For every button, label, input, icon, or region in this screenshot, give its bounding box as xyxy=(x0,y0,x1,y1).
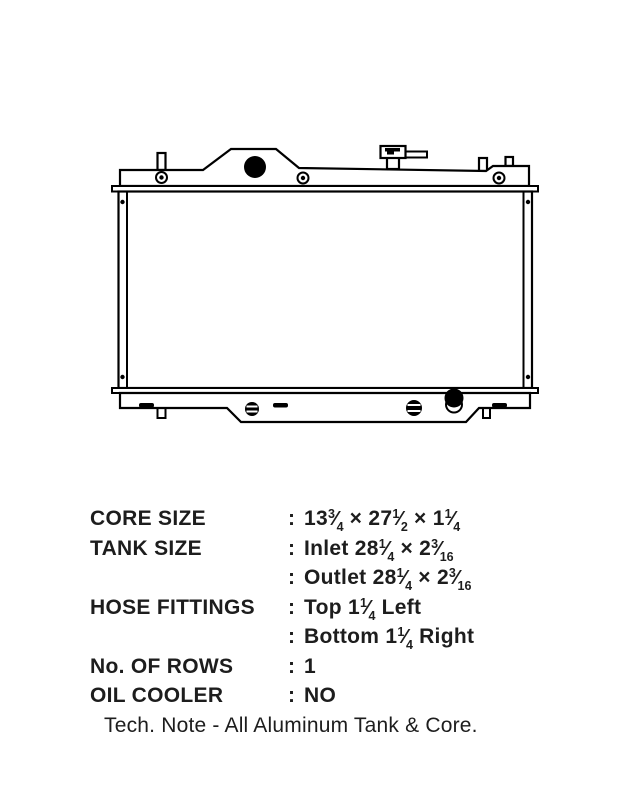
spec-label: HOSE FITTINGS xyxy=(90,595,255,619)
cap-opening xyxy=(244,156,266,178)
spec-label: TANK SIZE xyxy=(90,536,202,560)
spec-label: OIL COOLER xyxy=(90,684,224,707)
spec-value: 1 xyxy=(304,654,316,678)
drain-screw-left xyxy=(245,402,259,416)
mounting-bolt-center xyxy=(298,173,309,184)
spec-colon: : xyxy=(288,595,296,619)
spec-value: Bottom $1^1⁄_4$ Right xyxy=(304,625,475,652)
spec-row xyxy=(90,622,610,652)
spec-colon: : xyxy=(288,684,296,707)
spec-row xyxy=(90,504,610,534)
spec-label xyxy=(90,563,288,593)
mounting-bolt-left xyxy=(156,172,167,183)
top-bracket-tab-left xyxy=(158,153,166,170)
bottom-bracket-tab-left xyxy=(158,408,166,418)
fraction: $^3⁄_{16}$ xyxy=(431,536,454,564)
fraction: $^1⁄_4$ xyxy=(397,625,413,652)
spec-row xyxy=(90,652,610,682)
top-bracket-tab-right-2 xyxy=(506,157,514,166)
spec-colon: : xyxy=(288,566,296,589)
spec-colon: : xyxy=(288,654,296,678)
drain-screw-right xyxy=(406,400,422,416)
spec-colon: : xyxy=(288,625,296,648)
fraction: $^3⁄_{16}$ xyxy=(448,566,472,593)
spec-row xyxy=(90,681,610,711)
spec-value: $13^3⁄_4$ × $27^1⁄_2$ × $1^1⁄_4$ xyxy=(304,507,461,534)
mounting-bolt-right xyxy=(494,173,505,184)
spec-row xyxy=(90,563,610,593)
core xyxy=(119,192,533,389)
fraction: $^1⁄_4$ xyxy=(444,507,461,534)
overflow-tube xyxy=(405,152,427,158)
fraction: $^1⁄_4$ xyxy=(396,566,413,593)
spec-value: Inlet $28^1⁄_4$ × $2^3⁄_{16}$ xyxy=(304,536,454,564)
fraction: $^1⁄_4$ xyxy=(359,595,376,623)
spec-value: Outlet $28^1⁄_4$ × $2^3⁄_{16}$ xyxy=(304,566,472,593)
spec-table xyxy=(90,504,610,711)
spec-row xyxy=(90,593,610,623)
tech-note: Tech. Note - All Aluminum Tank & Core. xyxy=(104,714,478,737)
bottom-bracket-tab-right xyxy=(483,408,490,418)
spec-colon: : xyxy=(288,507,296,530)
fraction: $^3⁄_4$ xyxy=(327,507,344,534)
fraction: $^1⁄_4$ xyxy=(378,536,395,564)
fraction: $^1⁄_2$ xyxy=(392,507,408,534)
spec-label: No. OF ROWS xyxy=(90,654,234,678)
spec-label xyxy=(90,622,288,652)
top-tank xyxy=(120,149,529,186)
spec-value: NO xyxy=(304,684,337,707)
spec-row xyxy=(90,534,610,564)
drain-outlet xyxy=(445,389,464,413)
spec-value: Top $1^1⁄_4$ Left xyxy=(304,595,422,623)
spec-label: CORE SIZE xyxy=(90,507,206,530)
top-bracket-tab-right-1 xyxy=(479,158,487,171)
spec-colon: : xyxy=(288,536,296,560)
radiator-cap xyxy=(381,146,406,158)
bottom-tank xyxy=(120,393,530,422)
